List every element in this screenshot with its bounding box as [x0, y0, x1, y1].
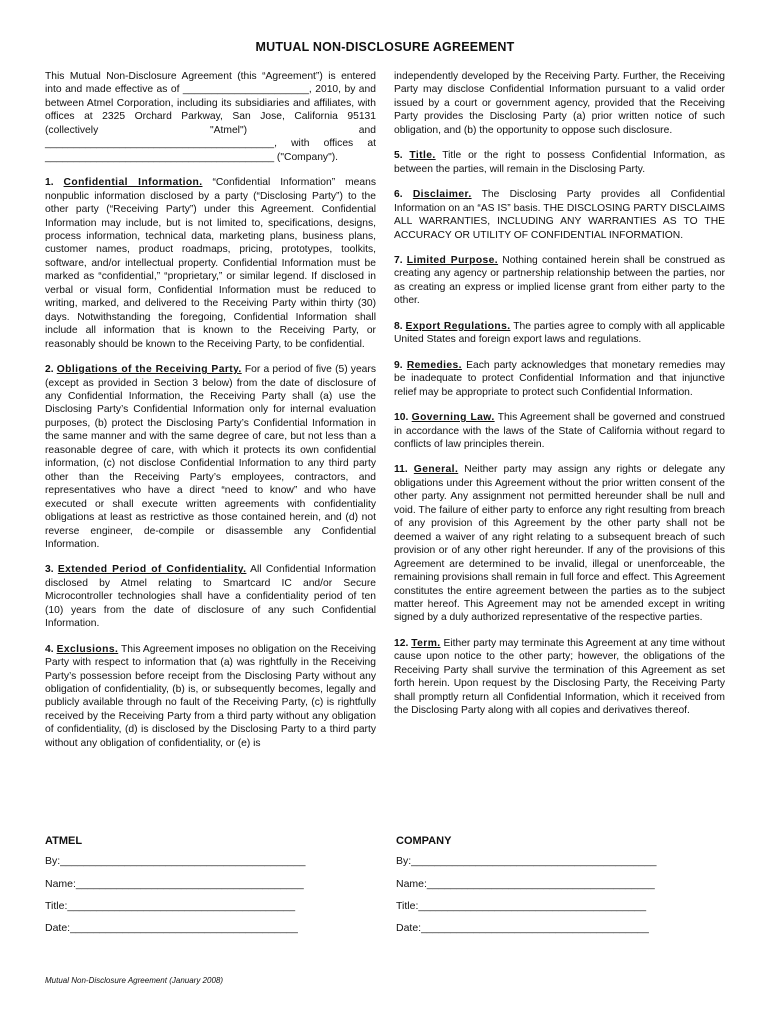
- section-4: [45, 643, 376, 751]
- section-3: [45, 563, 376, 630]
- section-number: 4.: [45, 643, 54, 655]
- section-9: [394, 359, 725, 399]
- section-number: 8.: [394, 320, 403, 332]
- section-text: Neither party may assign any rights or delegate any obligations under this Agreement without the prior written consent of the other party. Any assignment not permitted hereunder shall be null and void. The failure of either party to enforce any right resulting from breach of any provision of this Agreement by the other party shall not be deemed a waiver of any right relating to a subsequent breach of such provision or of any other right hereunder. If any of the provisions of this Agreement are determined to be invalid, illegal or unenforceable, the remaining provisions shall remain in full force and effect. This Agreement constitutes the entire agreement between the parties as to the subject matter hereof. This Agreement may not be amended except in writing signed by a duly authorized representative of the respective parties.: [394, 464, 726, 624]
- right-column: [394, 70, 725, 730]
- section-heading: Export Regulations.: [405, 320, 511, 332]
- section-1: [45, 176, 376, 351]
- section-number: 6.: [394, 189, 403, 201]
- section-5: [394, 149, 725, 176]
- section-heading: Remedies.: [406, 359, 462, 371]
- page-footer: Mutual Non-Disclosure Agreement (January 2008): [45, 976, 224, 985]
- section-text: Each party acknowledges that monetary remedies may be inadequate to protect Confidential Information and that injunctive relief may be appropriate to protect such Confidential Information.: [394, 359, 725, 398]
- section-heading: Title.: [409, 150, 436, 162]
- section-6: [394, 188, 725, 242]
- intro-paragraph: This Mutual Non-Disclosure Agreement (this “Agreement”) is entered into and made effective as of ______________________, 2010, by and between Atmel Corporation, including its subsidiaries and affiliates, with offices at 2325 Orchard Parkway, San Jose, California 95131 (collectively "Atmel") and ________________________________________, with offices at ________________________________________ ("Company").: [45, 71, 376, 163]
- signature-title-field[interactable]: Title:_______________________________________: [45, 900, 296, 912]
- section-text: Title or the right to possess Confidential Information, as between the parties, will remain in the Disclosing Party.: [394, 150, 725, 175]
- signature-name-field[interactable]: Name:_______________________________________: [45, 878, 304, 890]
- document-title: MUTUAL NON-DISCLOSURE AGREEMENT: [255, 40, 515, 54]
- section-text: Either party may terminate this Agreement at any time without cause upon notice to the other party; however, the obligations of the Receiving Party shall survive the termination of this Agreement as set forth herein. Upon request by the Disclosing Party, the Receiving Party shall promptly return all Confidential Information, which it received from the Disclosing Party along with all copies and derivatives thereof.: [394, 637, 725, 717]
- signature-title-field[interactable]: Title:_______________________________________: [396, 900, 647, 912]
- signature-date-field[interactable]: Date:_______________________________________: [45, 922, 298, 934]
- signature-by-field[interactable]: By:__________________________________________: [45, 855, 306, 867]
- section-12: [394, 637, 725, 718]
- section-7: [394, 254, 725, 308]
- section-number: 11.: [394, 464, 408, 476]
- section-heading: Exclusions.: [56, 643, 119, 655]
- signature-by-field[interactable]: By:__________________________________________: [396, 855, 657, 867]
- signature-party-title: ATMEL: [45, 835, 83, 847]
- section-heading: Limited Purpose.: [406, 254, 499, 266]
- section-heading: Confidential Information.: [63, 177, 203, 189]
- section-heading: Disclaimer.: [412, 189, 472, 201]
- section-heading: Obligations of the Receiving Party.: [56, 364, 242, 376]
- left-column: [45, 70, 376, 762]
- section-number: 2.: [45, 364, 54, 376]
- section-text: The parties agree to comply with all applicable United States and foreign export laws and regulations.: [394, 320, 725, 346]
- section-heading: Governing Law.: [411, 412, 495, 424]
- section-heading: Extended Period of Confidentiality.: [57, 564, 247, 576]
- signature-name-field[interactable]: Name:_______________________________________: [396, 878, 655, 890]
- section-number: 1.: [45, 177, 54, 189]
- section-2: [45, 363, 376, 551]
- section-11: [394, 463, 725, 624]
- section-number: 7.: [394, 254, 403, 266]
- section-text: Nothing contained herein shall be construed as creating any agency or partnership relationship between the parties, nor as creating an express or implied license grant from either party to the other.: [394, 254, 725, 307]
- section-number: 12.: [394, 637, 409, 649]
- section-8: [394, 320, 725, 347]
- section-text: The Disclosing Party provides all Confidential Information on an “AS IS” basis. THE DISCLOSING PARTY DISCLAIMS ALL WARRANTIES, INCLUDING ANY WARRANTIES AS TO THE ACCURACY OR UTILITY OF CONFIDENTIAL INFORMATION.: [394, 189, 725, 241]
- section-text: This Agreement imposes no obligation on the Receiving Party with respect to information that (a) was rightfully in the Receiving Party’s possession before receipt from the Disclosing Party without any obligation of confidentiality, (b) is, or subsequently becomes, legally and publicly available through no fault of the Receiving Party, (c) is rightfully received by the Receiving Party from a third party without any obligation of confidentiality, (d) is disclosed by the Disclosing Party to a third party without any obligation of confidentiality, or (e) is: [45, 643, 376, 749]
- section-text: This Agreement shall be governed and construed in accordance with the laws of the State of California without regard to conflicts of law principles therein.: [394, 412, 725, 450]
- signature-party-title: COMPANY: [396, 835, 452, 847]
- section-text: For a period of five (5) years (except as provided in Section 3 below) from the date of disclosure of any Confidential Information, the Receiving Party shall (a) use the Disclosing Party’s Confidential Information only for internal evaluation purposes, (b) protect the Disclosing Party’s Confidential Information in the same manner and with the same degree of care, but not less than a reasonable degree of care, with which it protects its own confidential information, (c) not disclose Confidential Information to any third party other than the Receiving Party’s employees, contractors, and representatives who have a direct “need to know” and who have executed or shall execute written agreements with confidentiality obligations at least as restrictive as those contained herein, and (d) not reverse engineer, de-compile or disassemble any Confidential Information.: [45, 364, 376, 550]
- section-number: 3.: [45, 564, 54, 576]
- section-4-continued: independently developed by the Receiving Party. Further, the Receiving Party may disclose Confidential Information pursuant to a valid order issued by a court or government agency, provided that the Receiving Party provides the Disclosing Party (a) prior written notice of such obligation, and (b) the opportunity to oppose such disclosure.: [394, 71, 725, 136]
- section-10: [394, 411, 725, 451]
- section-number: 5.: [394, 150, 403, 162]
- section-heading: Term.: [411, 637, 441, 649]
- section-number: 10.: [394, 412, 409, 424]
- section-text: “Confidential Information” means nonpublic information disclosed by a party (“Disclosing Party”) to the other party (“Receiving Party”) under this Agreement. Confidential Information may include, but is not limited to, specifications, designs, process information, technical data, marketing plans, business plans, customer names, product roadmaps, pricing, prototypes, toolkits, software, and/or intellectual property. Confidential Information must be marked as “confidential,” “proprietary,” or similar legend. If disclosed in verbal or visual form, Confidential Information must be reduced to writing, marked, and delivered to the Receiving Party within thirty (30) days. Notwithstanding the foregoing, Confidential Information shall include all information that is known to the Receiving Party, or reasonably should be known to the Receiving Party, to be confidential.: [45, 177, 376, 350]
- section-number: 9.: [394, 359, 403, 371]
- signature-date-field[interactable]: Date:_______________________________________: [396, 922, 649, 934]
- section-text: All Confidential Information disclosed by Atmel relating to Smartcard IC and/or Secure Microcontroller technologies shall have a confidentiality period of ten (10) years from the date of disclosure of any such Confidential Information.: [45, 564, 377, 630]
- section-heading: General.: [413, 464, 459, 476]
